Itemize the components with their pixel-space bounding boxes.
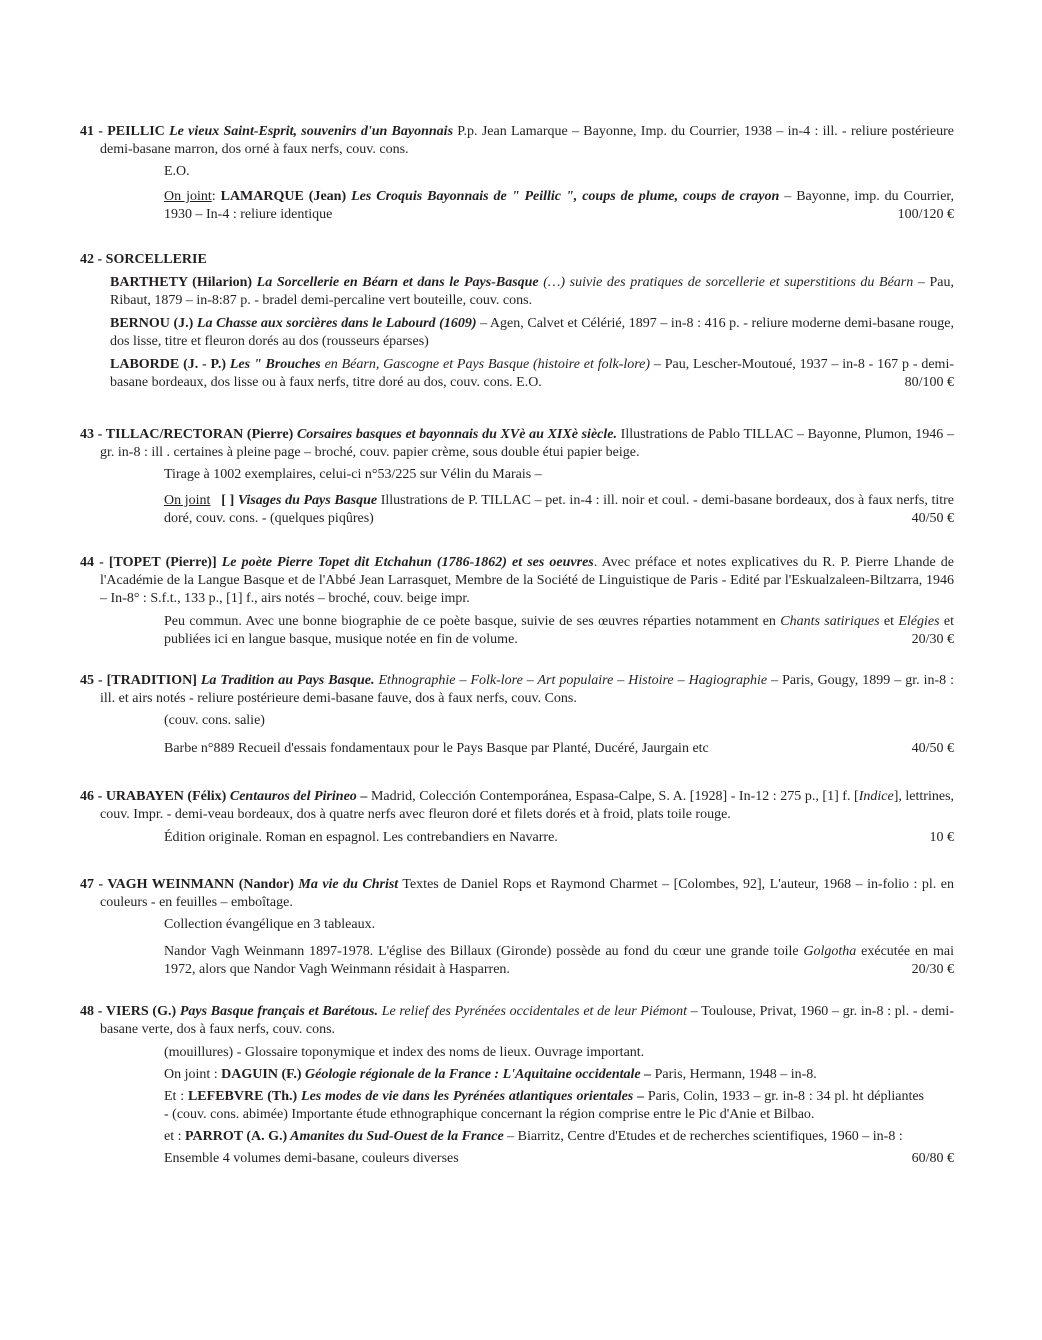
entry-43-price: 40/50 €: [911, 511, 954, 526]
entry-43-note: Tirage à 1002 exemplaires, celui-ci n°53/225 sur Vélin du Marais –: [164, 467, 542, 482]
entry-48: [80, 1003, 954, 1168]
entry-44-note: Peu commun. Avec une bonne biographie de ce poète basque, suivie de ses œuvres réparties notamment en Chants satiriques et Elégies et publiées ici en langue basque, musique notée en fin de volume. 20/30 €: [164, 614, 954, 647]
entry-48-daguin: On joint : DAGUIN (F.) Géologie régionale de la France : L'Aquitaine occidentale – Paris, Hermann, 1948 – in-8.: [164, 1067, 817, 1082]
entry-47: [80, 876, 954, 979]
entry-41-note: E.O.: [164, 164, 190, 179]
entry-46-note: Édition originale. Roman en espagnol. Les contrebandiers en Navarre. 10 €: [164, 830, 954, 845]
entry-41-main: 41 - PEILLIC Le vieux Saint-Esprit, souvenirs d'un Bayonnais P.p. Jean Lamarque – Bayonne, Imp. du Courrier, 1938 – in-4 : ill. - reliure postérieure demi-basane marron, dos orné à faux nerfs, couv. cons.: [80, 124, 954, 157]
entry-44: [80, 554, 954, 649]
entry-46-price: 10 €: [929, 830, 954, 845]
entry-46: [80, 788, 954, 847]
entry-48-parrot: et : PARROT (A. G.) Amanites du Sud-Ouest de la France – Biarritz, Centre d'Etudes et de recherches scientifiques, 1960 – in-8 :: [164, 1129, 903, 1144]
entry-48-lefebvre: Et : LEFEBVRE (Th.) Les modes de vie dans les Pyrénées atlantiques orientales – Paris, Colin, 1933 – gr. in-8 : 34 pl. ht dépliantes - (couv. cons. abimée) Importante étude ethnographique concernant la région comprise entre le Pic d'Anie et Bilbao.: [164, 1089, 924, 1122]
entry-44-price: 20/30 €: [911, 632, 954, 647]
entry-47-main: 47 - VAGH WEINMANN (Nandor) Ma vie du Christ Textes de Daniel Rops et Raymond Charmet – [Colombes, 92], L'auteur, 1968 – in-folio : pl. en couleurs - en feuilles – emboîtage.: [80, 877, 954, 910]
entry-41-title: Le vieux Saint-Esprit, souvenirs d'un Bayonnais: [169, 124, 454, 139]
entry-47-price: 20/30 €: [911, 962, 954, 977]
entry-42-laborde: LABORDE (J. - P.) Les " Brouches en Béarn, Gascogne et Pays Basque (histoire et folk-lore) – Pau, Lescher-Moutoué, 1937 – in-8 - 167 p - demi-basane bordeaux, dos lisse ou à faux nerfs, titre doré au dos, couv. cons. E.O. 80/100 €: [110, 357, 954, 390]
entry-45-barbe: Barbe n°889 Recueil d'essais fondamentaux pour le Pays Basque par Planté, Ducéré, Jaurgain etc 40/50 €: [164, 741, 954, 756]
entry-42: [80, 251, 954, 392]
entry-41-joint: On joint: LAMARQUE (Jean) Les Croquis Bayonnais de " Peillic ", coups de plume, coups de crayon – Bayonne, imp. du Courrier, 1930 – In-4 : reliure identique 100/120 €: [164, 189, 955, 222]
entry-45: [80, 672, 954, 758]
entry-45-note: (couv. cons. salie): [164, 713, 265, 728]
entry-48-price: 60/80 €: [911, 1151, 954, 1166]
entry-43-main: 43 - TILLAC/RECTORAN (Pierre) Corsaires basques et bayonnais du XVè au XIXè siècle. Illustrations de Pablo TILLAC – Bayonne, Plumon, 1946 – gr. in-8 : ill . certaines à pleine page – broché, couv. papier crème, sous double étui papier beige.: [80, 427, 954, 460]
entry-48-note: (mouillures) - Glossaire toponymique et index des noms de lieux. Ouvrage important.: [164, 1045, 645, 1060]
entry-42-bernou: BERNOU (J.) La Chasse aux sorcières dans le Labourd (1609) – Agen, Calvet et Célérié, 1897 – in-8 : 416 p. - reliure moderne demi-basane rouge, dos lisse, titre et fleuron dorés au dos (rousseurs éparses): [110, 316, 954, 349]
entry-47-note2: Nandor Vagh Weinmann 1897-1978. L'église des Billaux (Gironde) possède au fond du cœur une grande toile Golgotha exécutée en mai 1972, alors que Nandor Vagh Weinmann résidait à Hasparren. 20/30 €: [164, 944, 954, 977]
entry-48-ensemble: Ensemble 4 volumes demi-basane, couleurs diverses 60/80 €: [164, 1151, 954, 1166]
entry-43: [80, 426, 954, 528]
entry-46-main: 46 - URABAYEN (Félix) Centauros del Pirineo – Madrid, Colección Contemporánea, Espasa-Calpe, S. A. [1928] - In-12 : 275 p., [1] f. [Indice], lettrines, couv. Impr. - demi-veau bordeaux, dos à quatre nerfs avec fleuron doré et filets dorés et à froid, plats toile rouge.: [80, 789, 955, 822]
entry-44-main: 44 - [TOPET (Pierre)] Le poète Pierre Topet dit Etchahun (1786-1862) et ses oeuvres. Avec préface et notes explicatives du R. P. Pierre Lhande de l'Académie de la Langue Basque et de l'Abbé Jean Larrasquet, Membre de la Société de Linguistique de Paris - Edité par l'Eskualzaleen-Biltzarra, 1946 – In-8° : S.f.t., 133 p., [1] f., airs notés – broché, couv. beige impr.: [80, 555, 954, 606]
entry-43-joint: On joint [ ] Visages du Pays Basque Illustrations de P. TILLAC – pet. in-4 : ill. noir et coul. - demi-basane bordeaux, dos à faux nerfs, titre doré, couv. cons. - (quelques piqûres) 40/50 €: [164, 493, 955, 526]
entry-42-price: 80/100 €: [904, 375, 954, 390]
entry-42-barthety: BARTHETY (Hilarion) La Sorcellerie en Béarn et dans le Pays-Basque (…) suivie des pratiques de sorcellerie et superstitions du Béarn – Pau, Ribaut, 1879 – in-8:87 p. - bradel demi-percaline vert bouteille, couv. cons.: [110, 275, 954, 308]
entry-47-note: Collection évangélique en 3 tableaux.: [164, 917, 376, 932]
entry-42-heading: 42 - SORCELLERIE: [80, 252, 207, 267]
entry-41-price: 100/120 €: [897, 207, 954, 222]
entry-41-author: PEILLIC: [107, 124, 165, 139]
entry-45-main: 45 - [TRADITION] La Tradition au Pays Basque. Ethnographie – Folk-lore – Art populaire – Histoire – Hagiographie – Paris, Gougy, 1899 – gr. in-8 : ill. et airs notés - reliure postérieure demi-basane fauve, dos à faux nerfs, couv. Cons.: [80, 673, 954, 706]
entry-45-price: 40/50 €: [911, 741, 954, 756]
entry-48-main: 48 - VIERS (G.) Pays Basque français et Barétous. Le relief des Pyrénées occidentales et de leur Piémont – Toulouse, Privat, 1960 – gr. in-8 : pl. - demi-basane verte, dos à faux nerfs, couv. cons.: [80, 1004, 954, 1037]
entry-41: [80, 123, 954, 224]
